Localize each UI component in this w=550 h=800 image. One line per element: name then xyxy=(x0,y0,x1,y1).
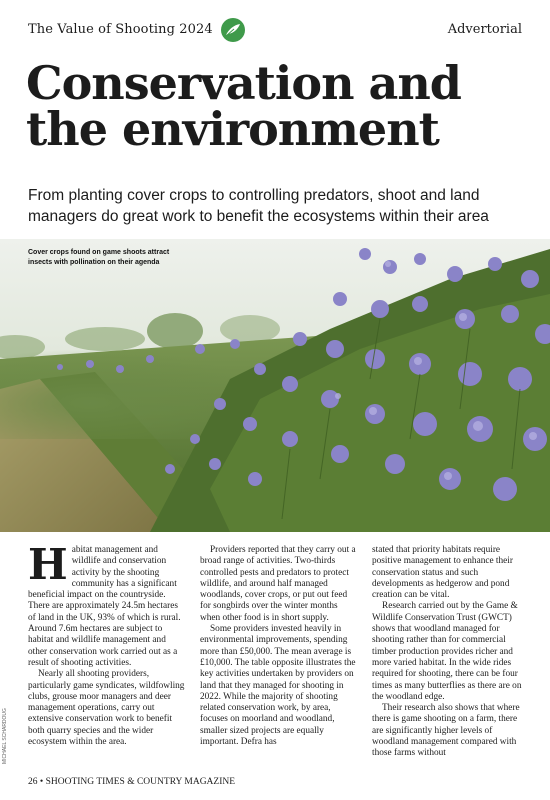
body-paragraph: stated that priority habitats require positive management to enhance their conservation status and such developments as hedgerow and pond creation can be vital. xyxy=(372,545,513,601)
article-standfirst: From planting cover crops to controlling predators, shoot and land managers do great work to benefit the ecosystems within their area xyxy=(28,187,489,225)
body-paragraph: Research carried out by the Game & Wildlife Conservation Trust (GWCT) shows that woodland managed for shooting rather than for commercial timber production provides richer and more varied habitat. In the wide rides required for shooting, there can be four times as many butterflies as there are on the woodland edge. xyxy=(372,601,522,702)
page-header xyxy=(28,18,522,46)
body-column-2 xyxy=(200,545,358,748)
body-paragraph: Nearly all shooting providers, particularly game syndicates, wildfowling clubs, grouse moor managers and deer management operations, carry out extensive conservation work to benefit both quarry species and the wider ecosystem within the area. xyxy=(28,669,185,748)
body-paragraph: Providers reported that they carry out a broad range of activities. Two-thirds controlled pests and predators to protect wildlife, and around half managed woodlands, cover crops, or put out feed for songbirds over the winter months when other food is in short supply. xyxy=(200,545,356,623)
body-column-3 xyxy=(372,545,530,760)
feather-icon xyxy=(221,18,245,42)
photo-credit-text: MICHAEL SCHARDOUG xyxy=(2,708,8,764)
body-column-1 xyxy=(28,540,186,748)
drop-cap: H xyxy=(28,540,68,589)
body-paragraph: abitat management and wildlife and conservation activity by the shooting community has a significant beneficial impact on the countryside. There are approximately 24.5m hectares of land in the UK, 93% of which is rural. Around 7.6m hectares are subject to habitat and wildlife management and other conservation work carried out as a result of shooting activities. xyxy=(28,545,181,668)
page-footer: 26 • SHOOTING TIMES & COUNTRY MAGAZINE xyxy=(28,777,236,787)
article-title: Conservation and the environment xyxy=(26,56,461,156)
article-photo xyxy=(0,239,550,532)
body-paragraph: Their research also shows that where there is game shooting on a farm, there are significantly higher levels of woodland management compared with those farms without xyxy=(372,703,520,759)
photo-credit xyxy=(2,692,12,764)
advertorial-label: Advertorial xyxy=(447,22,522,37)
magazine-section-label: The Value of Shooting 2024 xyxy=(28,22,213,37)
body-paragraph: Some providers invested heavily in environmental improvements, spending more than £50,000. The mean average is £10,000. The table opposite illustrates the key activities undertaken by providers on land that they managed for shooting in 2022. While the majority of shooting related conservation work, by area, focuses on moorland and woodland, smaller sized projects are equally important. Defra has xyxy=(200,624,356,748)
photo-caption: Cover crops found on game shoots attract insects with pollination on their agenda xyxy=(28,249,170,266)
